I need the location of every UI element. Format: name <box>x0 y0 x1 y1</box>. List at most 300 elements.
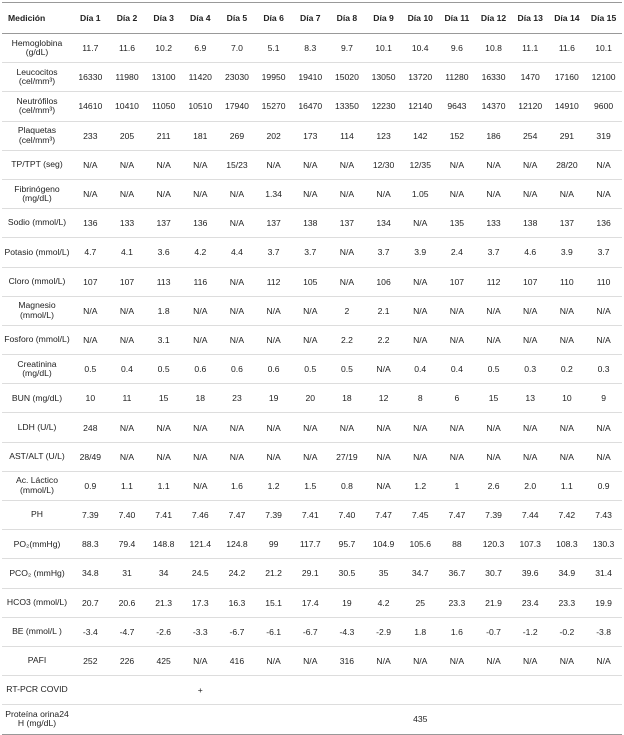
column-header-day-15: Día 15 <box>585 3 622 34</box>
table-cell: 19.9 <box>585 588 622 617</box>
table-cell <box>219 676 256 705</box>
table-row <box>2 413 622 442</box>
table-cell: 29.1 <box>292 559 329 588</box>
table-cell: 137 <box>145 209 182 238</box>
table-cell: 202 <box>255 121 292 150</box>
column-header-day-5: Día 5 <box>219 3 256 34</box>
table-cell: N/A <box>182 646 219 675</box>
row-label: Potasio (mmol/L) <box>2 238 72 267</box>
table-cell: N/A <box>109 150 146 179</box>
column-header-day-4: Día 4 <box>182 3 219 34</box>
table-cell: -0.7 <box>475 617 512 646</box>
table-cell: 7.42 <box>549 501 586 530</box>
table-cell: 7.45 <box>402 501 439 530</box>
table-cell: N/A <box>475 150 512 179</box>
table-cell: 16330 <box>72 63 109 92</box>
table-cell: 107.3 <box>512 530 549 559</box>
table-cell: 1.5 <box>292 471 329 500</box>
table-cell: 34.9 <box>549 559 586 588</box>
table-cell: 152 <box>439 121 476 150</box>
table-cell: 1.8 <box>402 617 439 646</box>
table-cell: 10410 <box>109 92 146 121</box>
table-cell: 12/30 <box>365 150 402 179</box>
table-cell: N/A <box>475 179 512 208</box>
table-cell: 1470 <box>512 63 549 92</box>
table-cell: 0.4 <box>439 355 476 384</box>
table-cell: 104.9 <box>365 530 402 559</box>
row-label: Fibrinógeno (mg/dL) <box>2 179 72 208</box>
table-cell: 10.1 <box>595 43 612 54</box>
table-cell: -4.3 <box>329 617 366 646</box>
table-row <box>2 150 622 179</box>
table-cell: 136 <box>585 209 622 238</box>
table-cell: 11.1 <box>522 43 539 54</box>
table-cell: 3.9 <box>549 238 586 267</box>
table-cell: N/A <box>292 150 329 179</box>
table-cell: 1.6 <box>439 617 476 646</box>
table-cell: 7.44 <box>512 501 549 530</box>
table-cell: 113 <box>145 267 182 296</box>
table-row <box>2 501 622 530</box>
table-cell <box>329 676 366 705</box>
table-cell: 19 <box>255 384 292 413</box>
table-cell: N/A <box>109 325 146 354</box>
table-cell: -3.8 <box>585 617 622 646</box>
table-cell: 5.1 <box>267 43 280 54</box>
table-cell: 1.34 <box>255 179 292 208</box>
table-cell: 28/49 <box>72 442 109 471</box>
table-cell: 112 <box>255 267 292 296</box>
table-cell: 10.8 <box>485 43 502 54</box>
column-header-day-10: Día 10 <box>402 3 439 34</box>
table-cell <box>512 676 549 705</box>
table-cell: 4.2 <box>182 238 219 267</box>
table-cell: 7.39 <box>255 501 292 530</box>
table-cell: N/A <box>182 442 219 471</box>
table-cell: 7.47 <box>365 501 402 530</box>
table-cell: 105 <box>292 267 329 296</box>
table-cell: 30.7 <box>475 559 512 588</box>
table-cell: 6.9 <box>194 43 207 54</box>
table-cell: 226 <box>109 646 146 675</box>
table-cell: 316 <box>329 646 366 675</box>
table-cell <box>109 676 146 705</box>
table-cell: 88 <box>439 530 476 559</box>
row-label: Plaquetas (cel/mm³) <box>2 121 72 150</box>
table-cell: N/A <box>109 413 146 442</box>
row-label: RT-PCR COVID <box>2 676 72 705</box>
table-cell: 11420 <box>182 63 219 92</box>
table-cell: N/A <box>72 296 109 325</box>
table-cell: 34 <box>145 559 182 588</box>
table-cell: 107 <box>512 267 549 296</box>
table-row <box>2 179 622 208</box>
table-cell: N/A <box>255 442 292 471</box>
table-cell: N/A <box>402 296 439 325</box>
table-row <box>2 355 622 384</box>
table-cell: 137 <box>329 209 366 238</box>
table-cell: 19 <box>329 588 366 617</box>
table-cell: 3.6 <box>145 238 182 267</box>
row-label: Magnesio (mmol/L) <box>2 296 72 325</box>
table-cell: 133 <box>475 209 512 238</box>
table-cell: 23.4 <box>512 588 549 617</box>
column-header-day-6: Día 6 <box>255 3 292 34</box>
table-cell: -6.1 <box>255 617 292 646</box>
table-cell: 31.4 <box>585 559 622 588</box>
table-cell: 435 <box>402 705 439 734</box>
table-cell: 137 <box>549 209 586 238</box>
table-cell: 3.7 <box>255 238 292 267</box>
table-cell: N/A <box>292 442 329 471</box>
row-label: BE (mmol/L ) <box>2 617 72 646</box>
table-cell: 0.9 <box>72 471 109 500</box>
table-cell: N/A <box>549 325 586 354</box>
column-header-day-1: Día 1 <box>72 3 109 34</box>
table-cell: 0.5 <box>292 355 329 384</box>
table-cell: 34.7 <box>402 559 439 588</box>
table-cell: N/A <box>549 179 586 208</box>
table-cell: 95.7 <box>329 530 366 559</box>
table-cell: 6 <box>439 384 476 413</box>
table-cell: 1.2 <box>255 471 292 500</box>
table-cell: 25 <box>402 588 439 617</box>
table-cell: 181 <box>182 121 219 150</box>
row-label: HCO3 (mmol/L) <box>2 588 72 617</box>
table-cell: 106 <box>365 267 402 296</box>
row-label: Neutrófilos (cel/mm³) <box>2 92 72 121</box>
table-cell: 7.43 <box>585 501 622 530</box>
column-header-day-8: Día 8 <box>329 3 366 34</box>
table-cell: N/A <box>365 442 402 471</box>
table-cell: 18 <box>182 384 219 413</box>
table-cell: 252 <box>72 646 109 675</box>
table-row <box>2 588 622 617</box>
table-cell: N/A <box>329 179 366 208</box>
table-cell: 15/23 <box>219 150 256 179</box>
table-cell: N/A <box>145 179 182 208</box>
table-cell <box>475 676 512 705</box>
table-cell: 0.5 <box>329 355 366 384</box>
table-cell <box>512 705 549 734</box>
table-cell: N/A <box>549 646 586 675</box>
table-cell: N/A <box>439 179 476 208</box>
row-label: Ac. Láctico (mmol/L) <box>2 471 72 500</box>
table-cell: N/A <box>585 413 622 442</box>
table-cell: 11980 <box>109 63 146 92</box>
row-label: PH <box>2 501 72 530</box>
table-cell: 108.3 <box>549 530 586 559</box>
table-cell <box>439 676 476 705</box>
column-header-day-11: Día 11 <box>439 3 476 34</box>
table-cell <box>439 705 476 734</box>
table-cell: 35 <box>365 559 402 588</box>
table-cell <box>72 705 109 734</box>
table-cell: 135 <box>439 209 476 238</box>
table-cell: 10510 <box>182 92 219 121</box>
table-cell: N/A <box>365 646 402 675</box>
table-cell: 7.40 <box>329 501 366 530</box>
table-cell <box>549 705 586 734</box>
table-cell: 9.7 <box>340 43 353 54</box>
table-cell: 269 <box>219 121 256 150</box>
table-cell: N/A <box>402 646 439 675</box>
table-cell: 17160 <box>549 63 586 92</box>
table-header-row <box>2 3 622 34</box>
table-cell: N/A <box>439 413 476 442</box>
table-cell: 15 <box>475 384 512 413</box>
table-cell: 7.39 <box>475 501 512 530</box>
table-cell: N/A <box>219 442 256 471</box>
table-cell: 10 <box>72 384 109 413</box>
table-cell: 416 <box>219 646 256 675</box>
table-cell: N/A <box>219 413 256 442</box>
table-cell: 30.5 <box>329 559 366 588</box>
table-cell: 110 <box>549 267 586 296</box>
table-cell: N/A <box>512 296 549 325</box>
table-cell: 10.4 <box>411 43 429 54</box>
row-label: Sodio (mmol/L) <box>2 209 72 238</box>
column-header-day-9: Día 9 <box>365 3 402 34</box>
table-cell: N/A <box>329 413 366 442</box>
table-row <box>2 92 622 121</box>
table-cell: N/A <box>329 267 366 296</box>
table-cell: 254 <box>512 121 549 150</box>
row-label: Proteína orina24 H (mg/dL) <box>2 705 72 734</box>
table-cell: 0.2 <box>549 355 586 384</box>
table-cell: 9643 <box>439 92 476 121</box>
table-cell: N/A <box>145 442 182 471</box>
table-cell: 20 <box>292 384 329 413</box>
table-cell: N/A <box>512 646 549 675</box>
table-cell: 19950 <box>255 63 292 92</box>
table-cell: N/A <box>292 296 329 325</box>
table-cell: 120.3 <box>475 530 512 559</box>
table-cell: 0.4 <box>402 355 439 384</box>
table-cell <box>549 676 586 705</box>
table-cell: N/A <box>585 325 622 354</box>
table-cell: 4.4 <box>219 238 256 267</box>
table-cell: 134 <box>365 209 402 238</box>
table-cell <box>292 705 329 734</box>
table-cell: 186 <box>475 121 512 150</box>
table-cell <box>145 676 182 705</box>
table-cell: 79.4 <box>109 530 146 559</box>
table-cell: N/A <box>585 150 622 179</box>
table-cell: 12230 <box>365 92 402 121</box>
table-cell: 16.3 <box>219 588 256 617</box>
table-cell: 21.2 <box>255 559 292 588</box>
table-cell: 248 <box>72 413 109 442</box>
row-label: Leucocitos (cel/mm³) <box>2 63 72 92</box>
table-cell: 1.1 <box>109 471 146 500</box>
table-cell <box>365 705 402 734</box>
table-cell: 34.8 <box>72 559 109 588</box>
table-cell: 1.8 <box>145 296 182 325</box>
table-cell: 11050 <box>145 92 182 121</box>
table-cell: N/A <box>329 238 366 267</box>
table-cell: 10.2 <box>155 43 172 54</box>
table-cell: 148.8 <box>145 530 182 559</box>
table-cell: -6.7 <box>219 617 256 646</box>
column-header-day-7: Día 7 <box>292 3 329 34</box>
table-cell: 124.8 <box>219 530 256 559</box>
table-cell: N/A <box>439 150 476 179</box>
table-cell: 2.0 <box>512 471 549 500</box>
table-cell: 7.39 <box>72 501 109 530</box>
table-cell: 1 <box>439 471 476 500</box>
table-cell: N/A <box>402 413 439 442</box>
table-cell: 0.9 <box>585 471 622 500</box>
table-cell: N/A <box>219 296 256 325</box>
table-cell: 15.1 <box>255 588 292 617</box>
table-row <box>2 442 622 471</box>
table-cell: 16470 <box>292 92 329 121</box>
table-cell: 9600 <box>585 92 622 121</box>
table-cell: N/A <box>145 150 182 179</box>
table-cell: 7.0 <box>230 43 243 54</box>
table-cell: 36.7 <box>439 559 476 588</box>
table-cell: 14910 <box>549 92 586 121</box>
table-cell: 105.6 <box>402 530 439 559</box>
table-cell: N/A <box>439 646 476 675</box>
column-header-day-14: Día 14 <box>549 3 586 34</box>
table-cell: 3.9 <box>402 238 439 267</box>
table-cell: N/A <box>109 179 146 208</box>
table-cell: 15 <box>145 384 182 413</box>
table-cell: 2.4 <box>439 238 476 267</box>
row-label: Hemoglobina (g/dL) <box>11 37 63 58</box>
table-cell <box>402 676 439 705</box>
table-cell <box>72 676 109 705</box>
table-cell: 39.6 <box>512 559 549 588</box>
table-row <box>2 209 622 238</box>
column-header-day-12: Día 12 <box>475 3 512 34</box>
table-cell: N/A <box>475 413 512 442</box>
row-label: BUN (mg/dL) <box>2 384 72 413</box>
table-cell: 116 <box>182 267 219 296</box>
table-cell: 3.7 <box>292 238 329 267</box>
table-row <box>2 705 622 734</box>
table-cell <box>255 676 292 705</box>
table-cell: 130.3 <box>585 530 622 559</box>
table-row <box>2 617 622 646</box>
table-cell: N/A <box>585 296 622 325</box>
table-cell: N/A <box>365 413 402 442</box>
row-label: AST/ALT (U/L) <box>2 442 72 471</box>
table-cell: N/A <box>182 325 219 354</box>
row-label: Creatinina (mg/dL) <box>2 355 72 384</box>
table-cell: 9.6 <box>450 43 463 54</box>
table-cell: 19410 <box>292 63 329 92</box>
column-header-day-2: Día 2 <box>109 3 146 34</box>
table-cell: 14370 <box>475 92 512 121</box>
table-cell: 28/20 <box>549 150 586 179</box>
table-cell: 12/35 <box>402 150 439 179</box>
table-cell: N/A <box>549 442 586 471</box>
table-cell: N/A <box>109 442 146 471</box>
table-cell: N/A <box>365 355 402 384</box>
table-cell: 133 <box>109 209 146 238</box>
table-cell: 121.4 <box>182 530 219 559</box>
table-cell: N/A <box>255 413 292 442</box>
table-cell: 123 <box>365 121 402 150</box>
table-cell: 11.7 <box>82 43 99 54</box>
table-cell: 24.5 <box>182 559 219 588</box>
column-header-day-13: Día 13 <box>512 3 549 34</box>
table-cell: N/A <box>439 442 476 471</box>
table-cell <box>585 705 622 734</box>
table-cell: 107 <box>109 267 146 296</box>
table-row <box>2 121 622 150</box>
table-cell: N/A <box>145 413 182 442</box>
table-cell: N/A <box>402 325 439 354</box>
table-cell: N/A <box>475 646 512 675</box>
table-cell: 11280 <box>439 63 476 92</box>
table-cell: 233 <box>72 121 109 150</box>
table-cell: 7.41 <box>145 501 182 530</box>
table-cell <box>255 705 292 734</box>
table-cell: 17.4 <box>292 588 329 617</box>
table-cell: N/A <box>72 325 109 354</box>
table-row <box>2 63 622 92</box>
column-header-day-3: Día 3 <box>145 3 182 34</box>
table-cell: 2.6 <box>475 471 512 500</box>
table-cell: 10 <box>549 384 586 413</box>
table-cell: 7.47 <box>219 501 256 530</box>
table-cell <box>365 676 402 705</box>
table-cell: 10.1 <box>375 43 392 54</box>
table-cell: N/A <box>475 325 512 354</box>
table-cell: 173 <box>292 121 329 150</box>
lab-results-table <box>2 2 622 735</box>
table-cell: 18 <box>329 384 366 413</box>
table-cell: 142 <box>402 121 439 150</box>
table-cell: N/A <box>109 296 146 325</box>
table-cell <box>145 705 182 734</box>
table-cell: 117.7 <box>292 530 329 559</box>
row-label: PCO₂ (mmHg) <box>2 559 72 588</box>
table-row <box>2 238 622 267</box>
table-cell: N/A <box>329 150 366 179</box>
row-label: LDH (U/L) <box>2 413 72 442</box>
table-cell: N/A <box>585 179 622 208</box>
table-cell: 2.1 <box>365 296 402 325</box>
table-cell: 13350 <box>329 92 366 121</box>
table-cell: 7.40 <box>109 501 146 530</box>
table-cell <box>475 705 512 734</box>
table-cell: -6.7 <box>292 617 329 646</box>
table-cell: 12120 <box>512 92 549 121</box>
table-cell: 88.3 <box>72 530 109 559</box>
table-cell: 99 <box>255 530 292 559</box>
table-cell: 112 <box>475 267 512 296</box>
table-cell: 3.7 <box>585 238 622 267</box>
table-cell: 13100 <box>145 63 182 92</box>
table-row <box>2 471 622 500</box>
table-cell: N/A <box>402 442 439 471</box>
table-cell: 0.3 <box>512 355 549 384</box>
row-label: Cloro (mmol/L) <box>2 267 72 296</box>
table-cell: N/A <box>72 179 109 208</box>
table-cell: 4.2 <box>365 588 402 617</box>
table-cell: 7.47 <box>439 501 476 530</box>
table-cell: 0.6 <box>219 355 256 384</box>
table-cell: 7.41 <box>292 501 329 530</box>
table-cell: -1.2 <box>512 617 549 646</box>
table-cell: 14610 <box>72 92 109 121</box>
table-cell <box>329 705 366 734</box>
